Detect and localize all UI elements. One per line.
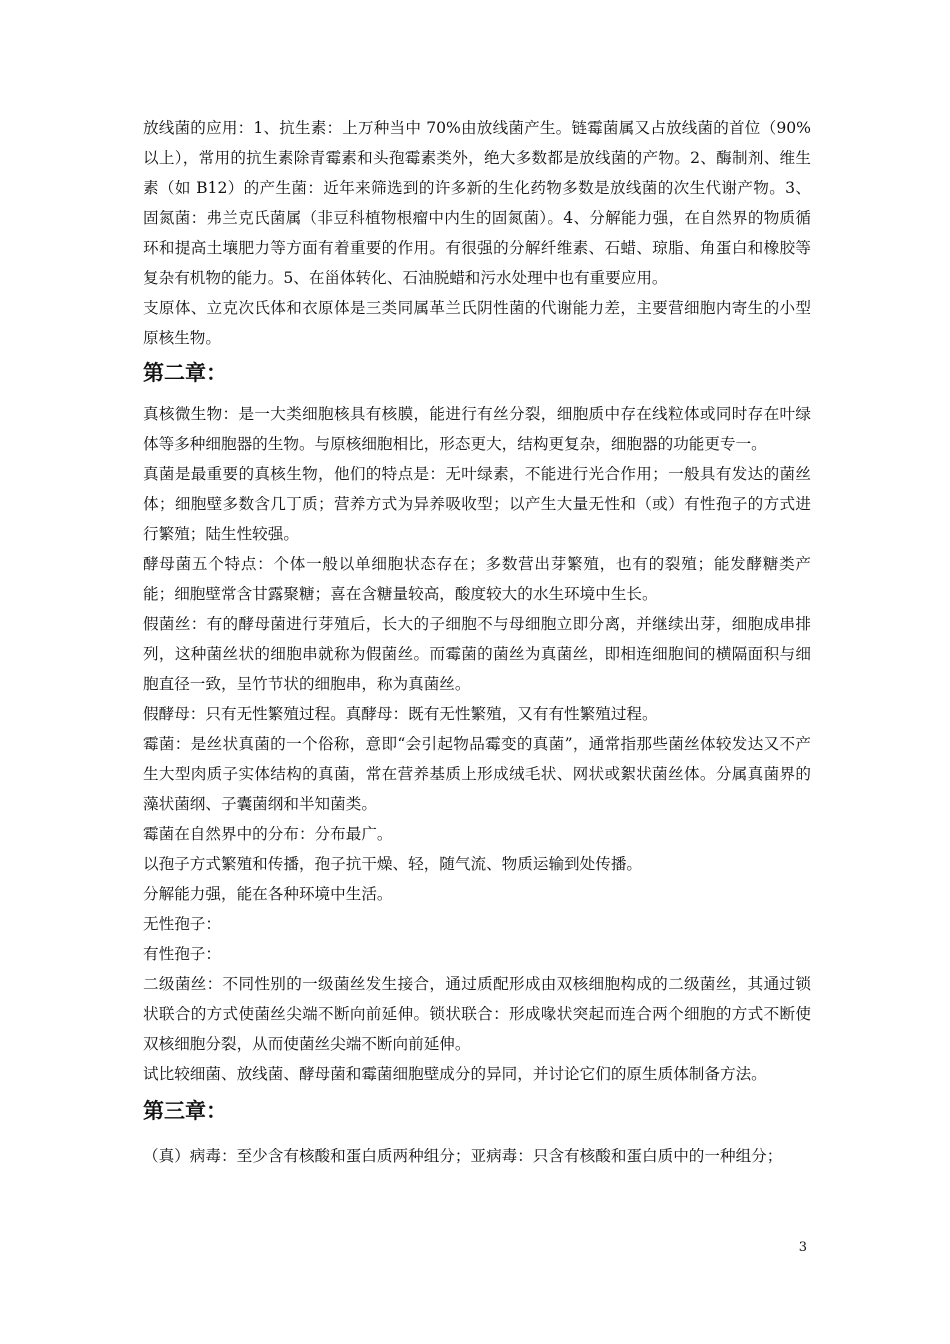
paragraph-fungi: 真菌是最重要的真核生物，他们的特点是：无叶绿素，不能进行光合作用；一般具有发达的菌丝体；细胞壁多数含几丁质；营养方式为异养吸收型；以产生大量无性和（或）有性孢子的方式进行繁殖；陆生性较强。 (143, 465, 811, 543)
paragraph-mycoplasma: 支原体、立克次氏体和衣原体是三类同属革兰氏阴性菌的代谢能力差，主要营细胞内寄生的小型原核生物。 (143, 299, 811, 347)
paragraph-sexual-spores: 有性孢子： (143, 945, 221, 963)
paragraph-decomposition: 分解能力强，能在各种环境中生活。 (143, 885, 393, 903)
paragraph-actinomycete-applications: 放线菌的应用：1、抗生素：上万种当中 70%由放线菌产生。链霉菌属又占放线菌的首位（90%以上），常用的抗生素除青霉素和头孢霉素类外，绝大多数都是放线菌的产物。2、酶制剂、维生素（如 B12）的产生菌：近年来筛选到的许多新的生化药物多数是放线菌的次生代谢产物。3、固氮菌：弗兰克氏菌属（非豆科植物根瘤中内生的固氮菌）。4、分解能力强，在自然界的物质循环和提高土壤肥力等方面有着重要的作用。有很强的分解纤维素、石蜡、琼脂、角蛋白和橡胶等复杂有机物的能力。5、在甾体转化、石油脱蜡和污水处理中也有重要应用。 (143, 119, 811, 287)
paragraph-mold-distribution: 霉菌在自然界中的分布：分布最广。 (143, 825, 393, 843)
paragraph-yeast-features: 酵母菌五个特点：个体一般以单细胞状态存在；多数营出芽繁殖，也有的裂殖；能发酵糖类产能；细胞壁常含甘露聚糖；喜在含糖量较高，酸度较大的水生环境中生长。 (143, 555, 811, 603)
paragraph-eukaryotic-microbes: 真核微生物：是一大类细胞核具有核膜，能进行有丝分裂，细胞质中存在线粒体或同时存在叶绿体等多种细胞器的生物。与原核细胞相比，形态更大，结构更复杂，细胞器的功能更专一。 (143, 405, 811, 453)
chapter-3-heading: 第三章： (143, 1098, 227, 1123)
paragraph-mold: 霉菌：是丝状真菌的一个俗称，意即“会引起物品霉变的真菌”，通常指那些菌丝体较发达又不产生大型肉质子实体结构的真菌，常在营养基质上形成绒毛状、网状或絮状菌丝体。分属真菌界的藻状菌纲、子囊菌纲和半知菌类。 (143, 735, 811, 813)
chapter-2-heading: 第二章： (143, 360, 227, 385)
paragraph-spore-spread: 以孢子方式繁殖和传播，孢子抗干燥、轻，随气流、物质运输到处传播。 (143, 855, 643, 873)
page-number: 3 (798, 1240, 807, 1255)
paragraph-cell-wall-question: 试比较细菌、放线菌、酵母菌和霉菌细胞壁成分的异同，并讨论它们的原生质体制备方法。 (143, 1065, 767, 1083)
paragraph-pseudohyphae: 假菌丝：有的酵母菌进行芽殖后，长大的子细胞不与母细胞立即分离，并继续出芽，细胞成串排列，这种菌丝状的细胞串就称为假菌丝。而霉菌的菌丝为真菌丝，即相连细胞间的横隔面积与细胞直径一致，呈竹节状的细胞串，称为真菌丝。 (143, 615, 811, 693)
page-content (143, 113, 811, 1171)
paragraph-secondary-hyphae: 二级菌丝：不同性别的一级菌丝发生接合，通过质配形成由双核细胞构成的二级菌丝，其通过锁状联合的方式使菌丝尖端不断向前延伸。锁状联合：形成喙状突起而连合两个细胞的方式不断使双核细胞分裂，从而使菌丝尖端不断向前延伸。 (143, 975, 811, 1053)
paragraph-pseudo-yeast: 假酵母：只有无性繁殖过程。真酵母：既有无性繁殖，又有有性繁殖过程。 (143, 705, 658, 723)
paragraph-asexual-spores: 无性孢子： (143, 915, 221, 933)
paragraph-virus: （真）病毒：至少含有核酸和蛋白质两种组分；亚病毒：只含有核酸和蛋白质中的一种组分； (143, 1147, 783, 1165)
